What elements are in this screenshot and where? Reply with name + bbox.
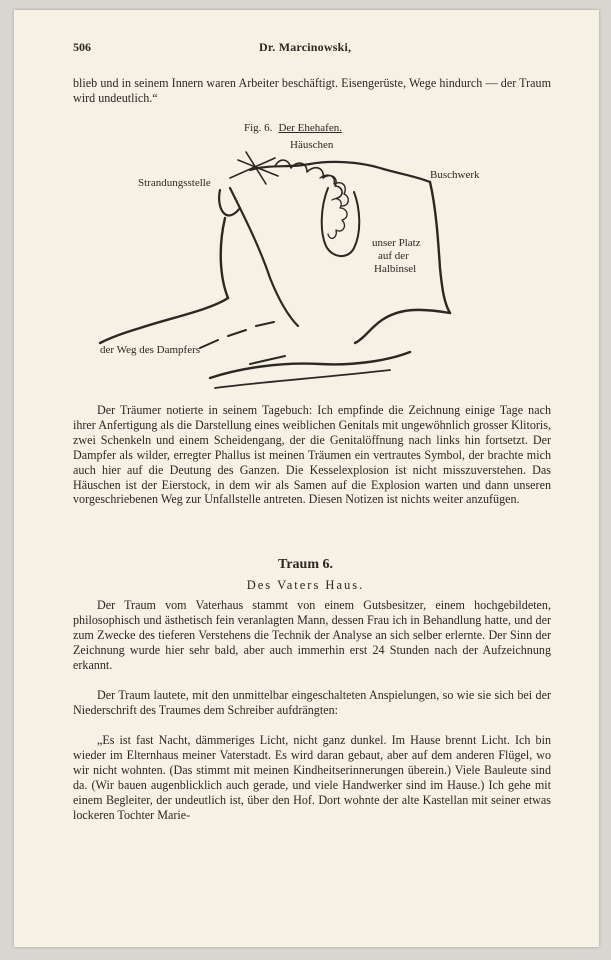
- label-weg: der Weg des Dampfers: [100, 344, 201, 356]
- stranding-marks: [230, 152, 278, 184]
- label-platz-2: auf der: [378, 250, 409, 262]
- section-heading: Traum 6.: [278, 557, 333, 572]
- left-coast: [100, 218, 228, 343]
- label-strandungsstelle: Strandungsstelle: [138, 177, 211, 189]
- top-paragraph: blieb und in seinem Innern waren Arbeiter beschäftigt. Eisengerüste, Wege hindurch — der Traum wird undeutlich.“: [73, 76, 551, 105]
- harbor-drawing: [70, 138, 480, 398]
- right-shore: [430, 182, 450, 313]
- running-title: Dr. Marcinowski,: [259, 40, 352, 54]
- label-platz-1: unser Platz: [372, 237, 421, 249]
- peninsula-scribble: [328, 199, 347, 239]
- label-platz-3: Halbinsel: [374, 263, 417, 275]
- label-buschwerk: Buschwerk: [430, 169, 480, 181]
- paragraph-5: „Es ist fast Nacht, dämmeriges Licht, nicht ganz dunkel. Im Hause brennt Licht. Ich bin wieder im Elternhaus meiner Vaterstadt. Es wird daran gebaut, aber auf dem anderen Flügel, wo wir nicht wohnten. (Das stimmt mit meinen Kindheitserinnerungen überein.) Viele Bauleute sind da. (Wir bauen augenblicklich auch gerade, und viele Handwerker sind im Hause.) Ich gehe mit einem Begleiter, der undeutlich ist, über den Hof. Dort wohnte der alte Kastellan mit seiner etwas lockeren Tochter Marie-: [73, 733, 551, 822]
- paragraph-3: Der Traum vom Vaterhaus stammt von einem Gutsbesitzer, einem hochgebildeten, philosophisch und ästhetisch fein veranlagten Mann, dessen Frau ich in Behandlung hatte, und der zum Zwecke des tieferen Verstehens die Technik der Analyse an sich selber erlernte. Der Sinn der Zeichnung wurde hier sehr bald, aber auch immerhin erst 24 Stunden nach der Aufzeichnung erkannt.: [73, 598, 551, 672]
- shore-line: [250, 162, 430, 182]
- paragraph-4: Der Traum lautete, mit den unmittelbar eingeschalteten Anspielungen, so wie sie sich bei der Niederschrift des Traumes dem Schreiber aufdrängten:: [73, 688, 551, 717]
- steamer-path: [200, 322, 274, 348]
- figure-number: Fig. 6.: [244, 122, 273, 134]
- right-shore-bottom: [355, 310, 450, 343]
- wave-line-3: [250, 356, 285, 364]
- wave-line-1: [210, 352, 410, 378]
- page-number: 506: [73, 40, 91, 54]
- paragraph-2: Der Träumer notierte in seinem Tagebuch: Ich empfinde die Zeichnung einige Tage nach ihrer Anfertigung als die Darstellung eines weiblichen Genitals mit ungewöhnlich grosser Klitoris, zwei Schenkeln und einem Scheidengang, der die Genitalöffnung nach links hin fortsetzt. Der Dampfer als wilder, erregter Phallus ist meinen Träumen ein vertrautes Symbol, der brachte mich auch hier auf die Deutung des Ganzen. Die Kesselexplosion ist nicht misszuverstehen. Das Häuschen ist der Eierstock, in dem wir als Samen auf die Explosion warten und dann unseren vorgeschriebenen Weg zur Unfallstelle antreten. Diesen Notizen ist nichts weiter anzufügen.: [73, 403, 551, 507]
- label-haeuschen: Häuschen: [290, 139, 334, 151]
- figure-caption: [244, 122, 342, 134]
- wave-line-2: [215, 370, 390, 388]
- peninsula-outline: [322, 188, 360, 256]
- section-subheading: Des Vaters Haus.: [246, 578, 365, 592]
- figure-title: Der Ehehafen.: [278, 122, 342, 134]
- page-header: [73, 40, 553, 60]
